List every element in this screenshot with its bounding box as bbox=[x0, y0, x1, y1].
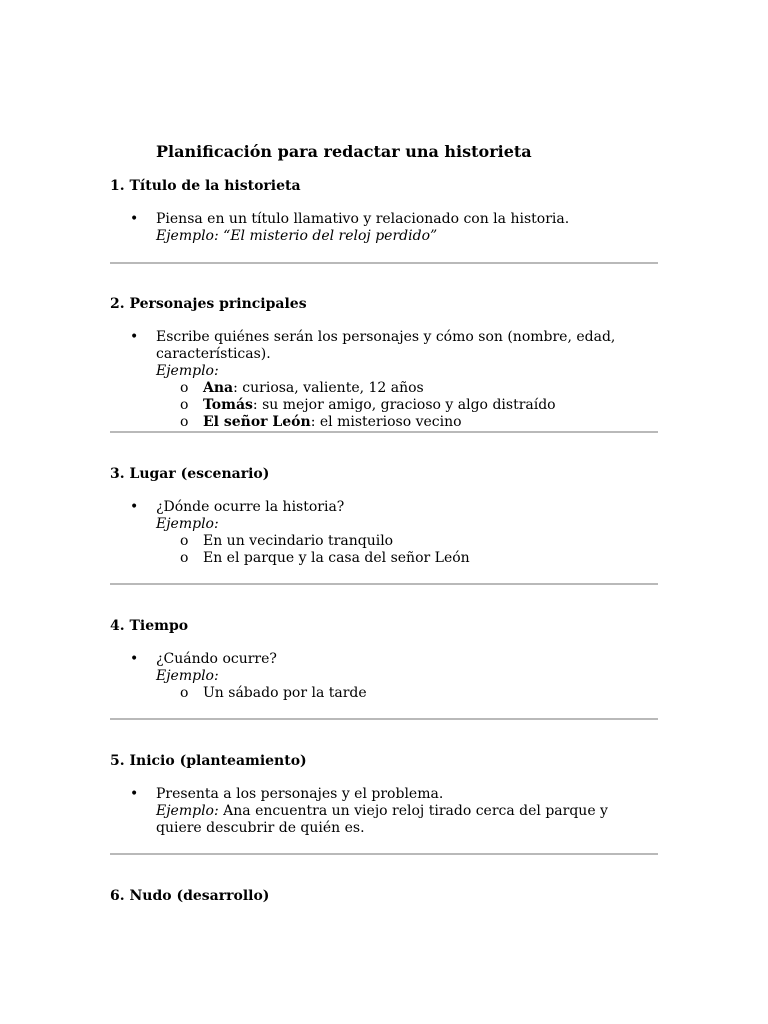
section-heading: 4. Tiempo bbox=[110, 618, 189, 634]
bullet-text: Presenta a los personajes y el problema. bbox=[156, 786, 444, 802]
sub-item-text: En un vecindario tranquilo bbox=[203, 533, 394, 549]
example-line bbox=[156, 803, 658, 837]
character-name: El señor León bbox=[203, 414, 311, 430]
bullet-text: Escribe quiénes serán los personajes y cómo son (nombre, edad, características). bbox=[156, 329, 616, 362]
bullet-icon: • bbox=[130, 329, 139, 345]
sub-bullet-icon: o bbox=[180, 397, 189, 413]
sub-list-item bbox=[156, 533, 658, 550]
sub-list-item bbox=[156, 380, 658, 397]
sub-bullet-icon: o bbox=[180, 550, 189, 566]
section-heading: 3. Lugar (escenario) bbox=[110, 466, 270, 482]
bullet-icon: • bbox=[130, 786, 139, 802]
bullet-item bbox=[110, 211, 658, 245]
bullet-text: ¿Cuándo ocurre? bbox=[156, 651, 277, 667]
bullet-item bbox=[110, 329, 658, 431]
character-name: Tomás bbox=[203, 397, 253, 413]
example-label: Ejemplo: bbox=[156, 228, 219, 244]
horizontal-divider bbox=[110, 583, 658, 585]
section-tiempo bbox=[110, 618, 658, 702]
character-name: Ana bbox=[203, 380, 234, 396]
example-line bbox=[156, 228, 658, 245]
sub-bullet-icon: o bbox=[180, 685, 189, 701]
section-inicio bbox=[110, 753, 658, 837]
example-label: Ejemplo: bbox=[156, 668, 219, 684]
section-personajes bbox=[110, 296, 658, 431]
bullet-text: ¿Dónde ocurre la historia? bbox=[156, 499, 345, 515]
bullet-icon: • bbox=[130, 211, 139, 227]
section-heading: 5. Inicio (planteamiento) bbox=[110, 753, 307, 769]
example-label: Ejemplo: bbox=[156, 803, 219, 819]
bullet-icon: • bbox=[130, 499, 139, 515]
bullet-icon: • bbox=[130, 651, 139, 667]
section-lugar bbox=[110, 466, 658, 567]
horizontal-divider bbox=[110, 262, 658, 264]
character-desc: : su mejor amigo, gracioso y algo distraído bbox=[252, 397, 556, 413]
sub-list-item bbox=[156, 397, 658, 414]
sub-bullet-icon: o bbox=[180, 380, 189, 396]
character-desc: : curiosa, valiente, 12 años bbox=[233, 380, 424, 396]
horizontal-divider bbox=[110, 853, 658, 855]
character-desc: : el misterioso vecino bbox=[310, 414, 462, 430]
section-titulo bbox=[110, 178, 658, 245]
bullet-text: Piensa en un título llamativo y relacionado con la historia. bbox=[156, 211, 570, 227]
sub-item-text: En el parque y la casa del señor León bbox=[203, 550, 470, 566]
bullet-item bbox=[110, 651, 658, 702]
section-heading: 6. Nudo (desarrollo) bbox=[110, 888, 270, 904]
example-text: “El misterio del reloj perdido” bbox=[223, 228, 438, 244]
section-heading: 1. Título de la historieta bbox=[110, 178, 301, 194]
horizontal-divider bbox=[110, 718, 658, 720]
bullet-item bbox=[110, 499, 658, 567]
sub-list-item bbox=[156, 550, 658, 567]
bullet-item bbox=[110, 786, 658, 837]
sub-list-item bbox=[156, 414, 658, 431]
section-nudo bbox=[110, 888, 658, 905]
example-label: Ejemplo: bbox=[156, 516, 219, 532]
example-label: Ejemplo: bbox=[156, 363, 219, 379]
horizontal-divider bbox=[110, 431, 658, 433]
example-text: Ana encuentra un viejo reloj tirado cerca del parque y quiere descubrir de quién es. bbox=[156, 803, 608, 836]
sub-item-text: Un sábado por la tarde bbox=[203, 685, 367, 701]
document-title: Planificación para redactar una historieta bbox=[156, 142, 532, 161]
sub-bullet-icon: o bbox=[180, 533, 189, 549]
sub-list-item bbox=[156, 685, 658, 702]
section-heading: 2. Personajes principales bbox=[110, 296, 307, 312]
sub-bullet-icon: o bbox=[180, 414, 189, 430]
